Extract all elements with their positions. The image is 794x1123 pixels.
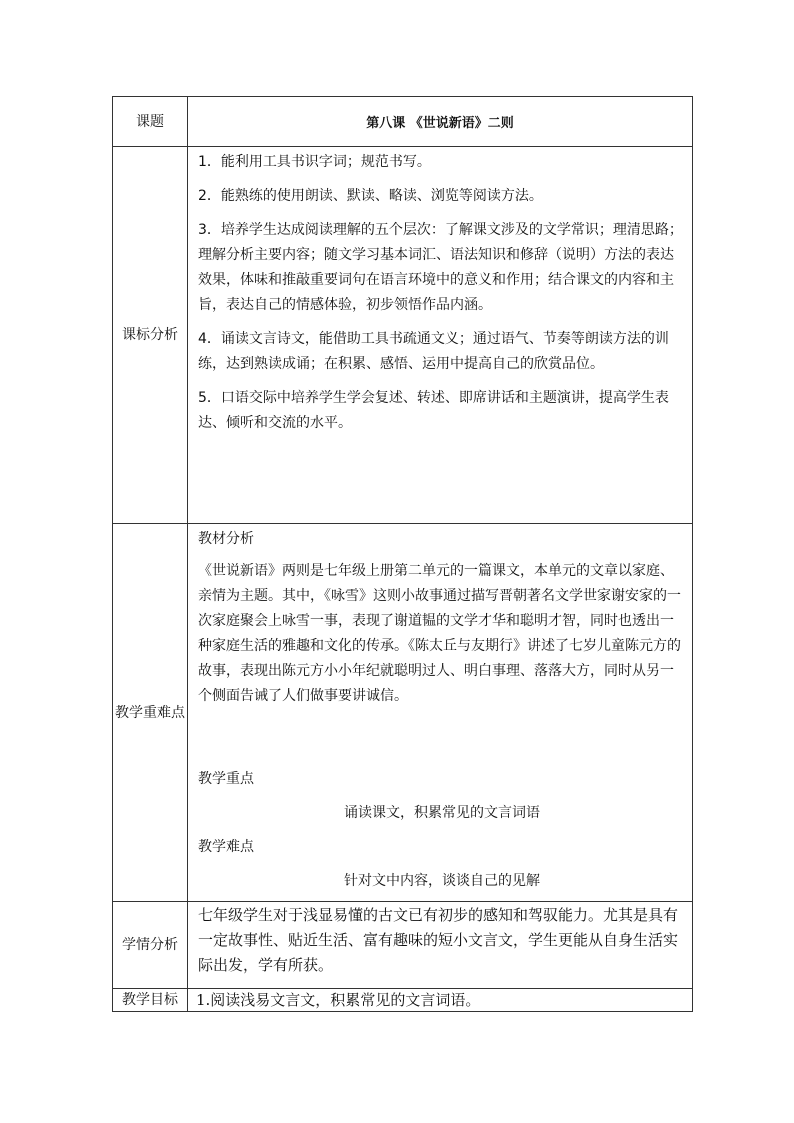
key-points-row xyxy=(113,524,693,902)
curriculum-item-4: 4．诵读文言诗文，能借助工具书疏通文义；通过语气、节奏等朗读方法的训练，达到熟读成诵；在积累、感悟、运用中提高自己的欣赏品位。 xyxy=(198,331,669,372)
curriculum-item-2: 2．能熟练的使用朗读、默读、略读、浏览等阅读方法。 xyxy=(198,188,543,204)
difficulty-heading: 教学难点 xyxy=(198,839,254,855)
key-points-label: 教学重难点 xyxy=(113,524,188,902)
focus-text: 诵读课文，积累常见的文言词语 xyxy=(344,805,540,821)
key-points-content xyxy=(188,524,693,902)
material-heading: 教材分析 xyxy=(198,531,254,547)
lesson-title: 第八课 《世说新语》二则 xyxy=(188,97,693,147)
focus-heading: 教学重点 xyxy=(198,771,254,787)
student-analysis-text: 七年级学生对于浅显易懂的古文已有初步的感知和驾驭能力。尤其是具有一定故事性、贴近生活、富有趣味的短小文言文，学生更能从自身生活实际出发，学有所获。 xyxy=(188,902,693,989)
topic-label: 课题 xyxy=(113,97,188,147)
objectives-label: 教学目标 xyxy=(113,989,188,1012)
header-row xyxy=(113,97,693,147)
student-analysis-label: 学情分析 xyxy=(113,902,188,989)
curriculum-item-5: 5．口语交际中培养学生学会复述、转述、即席讲话和主题演讲，提高学生表达、倾听和交流的水平。 xyxy=(198,390,669,431)
material-text: 《世说新语》两则是七年级上册第二单元的一篇课文，本单元的文章以家庭、亲情为主题。其中，《咏雪》这则小故事通过描写晋朝著名文学世家谢安家的一次家庭聚会上咏雪一事，表现了谢道韫的文学才华和聪明才智，同时也透出一种家庭生活的雅趣和文化的传承。《陈太丘与友期行》讲述了七岁儿童陈元方的故事，表现出陈元方小小年纪就聪明过人、明白事理、落落大方，同时从另一个侧面告诫了人们做事要讲诚信。 xyxy=(198,563,681,704)
difficulty-text: 针对文中内容，谈谈自己的见解 xyxy=(344,873,540,889)
curriculum-analysis-content xyxy=(188,147,693,524)
curriculum-item-1: 1．能利用工具书识字词；规范书写。 xyxy=(198,154,431,170)
lesson-plan-table xyxy=(112,96,693,1012)
student-analysis-row xyxy=(113,902,693,989)
objective-item-1: 1.阅读浅易文言文，积累常见的文言词语。 xyxy=(188,989,693,1012)
curriculum-item-3: 3．培养学生达成阅读理解的五个层次：了解课文涉及的文学常识；理清思路；理解分析主要内容；随文学习基本词汇、语法知识和修辞（说明）方法的表达效果，体味和推敲重要词句在语言环境中的意义和作用；结合课文的内容和主旨，表达自己的情感体验，初步领悟作品内涵。 xyxy=(198,222,683,313)
objectives-row xyxy=(113,989,693,1012)
curriculum-analysis-label: 课标分析 xyxy=(113,147,188,524)
curriculum-analysis-row xyxy=(113,147,693,524)
